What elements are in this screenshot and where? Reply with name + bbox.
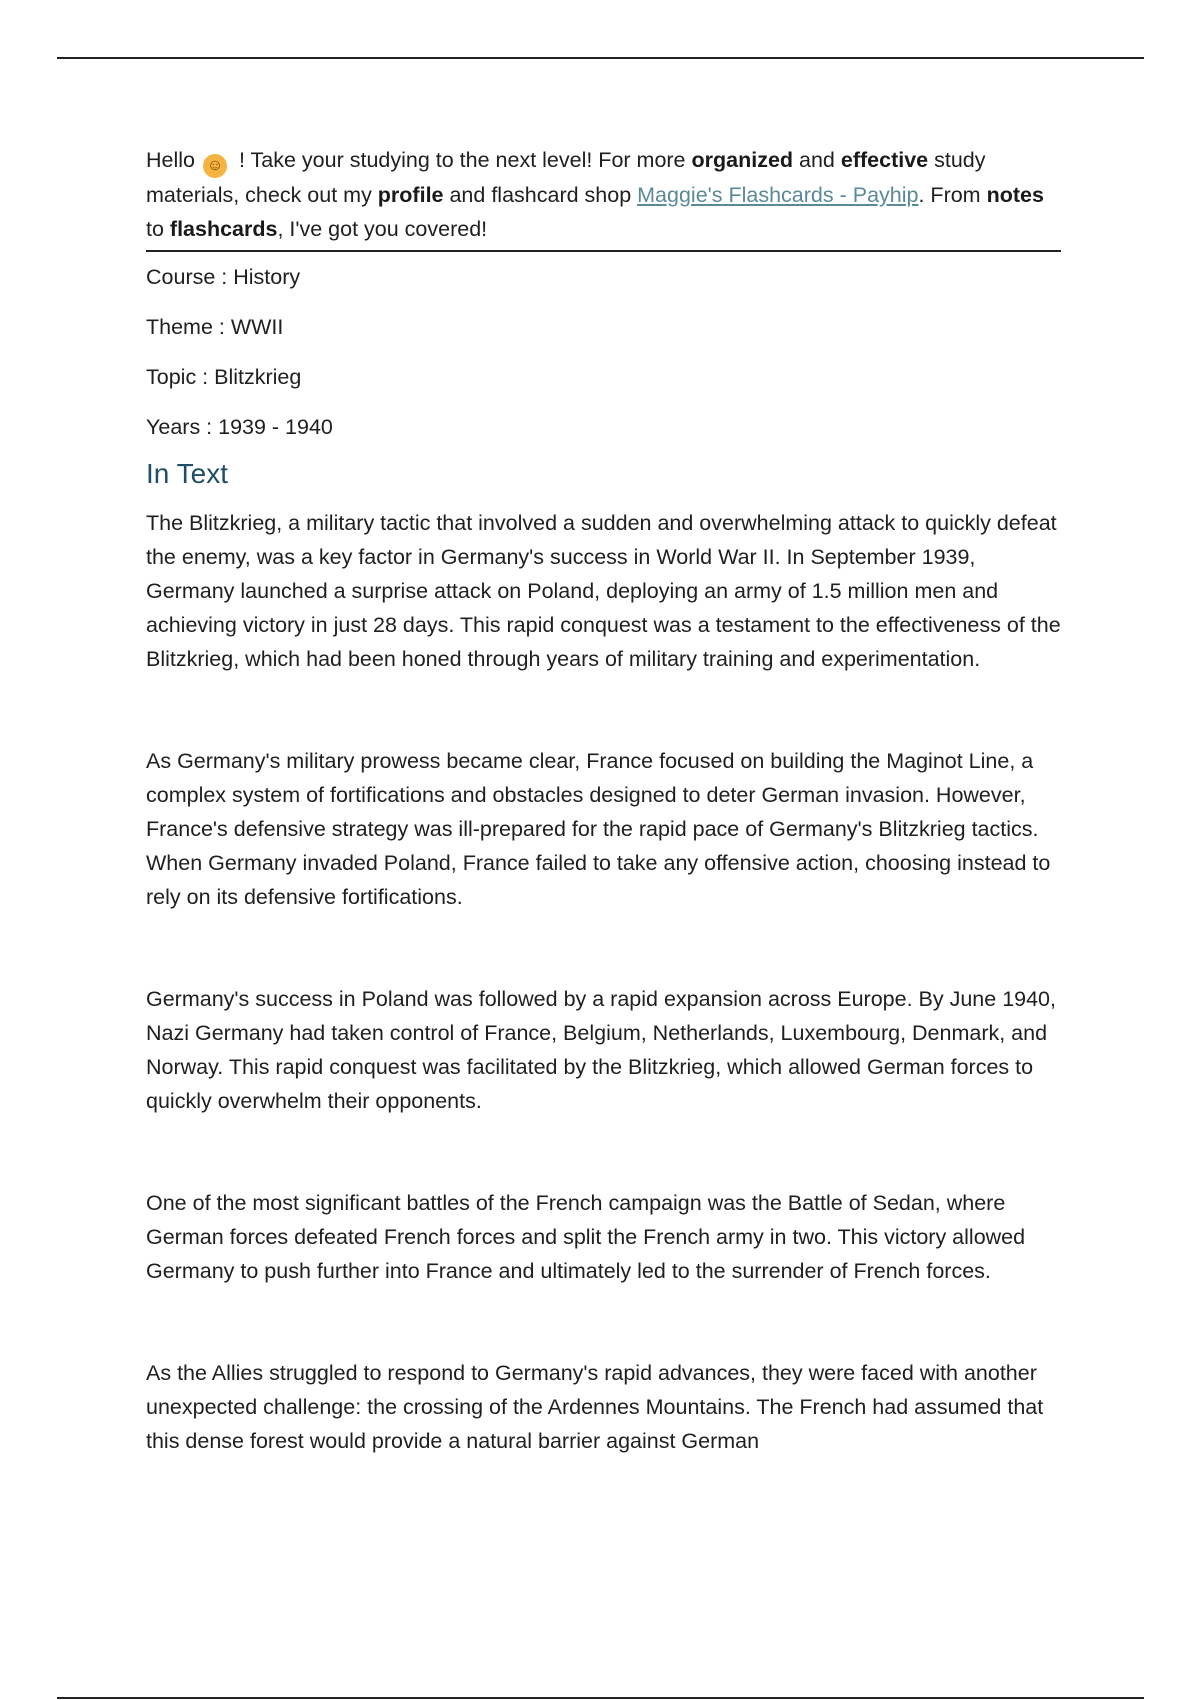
bottom-rule xyxy=(57,1697,1144,1699)
metadata-block xyxy=(146,262,1061,448)
intro-greeting: Hello xyxy=(146,148,195,172)
topic-line: Topic : Blitzkrieg xyxy=(146,365,302,389)
top-rule xyxy=(57,57,1144,59)
intro-text: . From xyxy=(918,183,987,207)
body-paragraph: One of the most significant battles of the French campaign was the Battle of Sedan, where German forces defeated French forces and split the French army in two. This victory allowed Germany to push further into France and ultimately led to the surrender of French forces. xyxy=(146,1191,1026,1283)
intro-text: study materials, check out my xyxy=(146,148,986,207)
intro-text: to xyxy=(146,217,170,241)
intro-bold-effective: effective xyxy=(840,148,929,172)
shop-link[interactable]: Maggie's Flashcards - Payhip xyxy=(637,183,919,207)
intro-bold-organized: organized xyxy=(691,148,794,172)
intro-text: and xyxy=(793,148,841,172)
body-paragraph: Germany's success in Poland was followed by a rapid expansion across Europe. By June 1940, Nazi Germany had taken control of France, Belgium, Netherlands, Luxembourg, Denmark, and Norway. This rapid conquest was facilitated by the Blitzkrieg, which allowed German forces to quickly overwhelm their opponents. xyxy=(146,987,1056,1113)
intro-paragraph xyxy=(146,143,1061,252)
body-paragraph: The Blitzkrieg, a military tactic that involved a sudden and overwhelming attack to quickly defeat the enemy, was a key factor in Germany's success in World War II. In September 1939, Germany launched a surprise attack on Poland, deploying an army of 1.5 million men and achieving victory in just 28 days. This rapid conquest was a testament to the effectiveness of the Blitzkrieg, which had been honed through years of military training and experimentation. xyxy=(146,511,1061,671)
intro-bold-notes: notes xyxy=(986,183,1044,207)
course-line: Course : History xyxy=(146,265,301,289)
years-line: Years : 1939 - 1940 xyxy=(146,415,333,439)
body-paragraph: As the Allies struggled to respond to Germany's rapid advances, they were faced with another unexpected challenge: the crossing of the Ardennes Mountains. The French had assumed that this dense forest would provide a natural barrier against German xyxy=(146,1361,1044,1453)
intro-bold-flashcards: flashcards xyxy=(169,217,278,241)
document-body xyxy=(146,143,1061,1526)
body-paragraph: As Germany's military prowess became clear, France focused on building the Maginot Line, a complex system of fortifications and obstacles designed to deter German invasion. However, France's defensive strategy was ill-prepared for the rapid pace of Germany's Blitzkrieg tactics. When Germany invaded Poland, France failed to take any offensive action, choosing instead to rely on its defensive fortifications. xyxy=(146,749,1051,909)
smile-emoji-icon: ☺ xyxy=(203,154,227,178)
intro-text: ! Take your studying to the next level! For more xyxy=(233,148,692,172)
intro-bold-profile: profile xyxy=(377,183,444,207)
intro-text: , I've got you covered! xyxy=(277,217,488,241)
theme-line: Theme : WWII xyxy=(146,315,284,339)
section-heading: In Text xyxy=(146,458,228,489)
intro-text: and flashcard shop xyxy=(443,183,638,207)
